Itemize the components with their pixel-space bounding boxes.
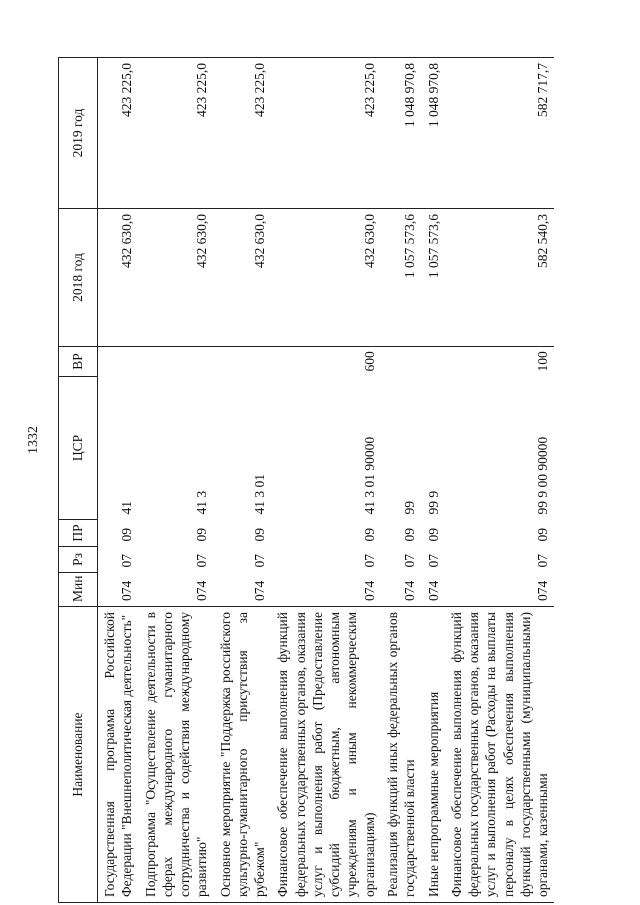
cell-pr: 09 <box>402 528 418 542</box>
cell-csr: 41 3 <box>194 490 210 515</box>
cell-vr <box>381 347 422 377</box>
cell-vr: 600 <box>361 351 377 372</box>
cell-vr <box>98 347 139 377</box>
cell-pr: 09 <box>194 528 210 542</box>
cell-y2019: 1 048 970,8 <box>381 58 422 209</box>
cell-csr: 41 3 01 90000 <box>361 436 377 515</box>
cell-csr: 99 9 00 90000 <box>535 436 551 515</box>
cell-pr: 09 <box>119 528 135 542</box>
cell-name: Реализация функций иных федеральных органов государственной власти <box>381 607 422 903</box>
cell-y2018: 432 630,0 <box>139 209 214 347</box>
header-min: Мин <box>59 573 98 607</box>
cell-y2018: 582 540,3 <box>445 209 555 347</box>
table-row <box>139 58 214 903</box>
cell-y2019: 423 225,0 <box>271 58 381 209</box>
header-name: Наименование <box>59 607 98 903</box>
cell-csr: 99 9 <box>425 490 441 515</box>
cell-name: Иные непрограммные мероприятия <box>422 607 445 903</box>
table-row <box>214 58 272 903</box>
cell-y2019: 423 225,0 <box>139 58 214 209</box>
cell-y2018: 432 630,0 <box>271 209 381 347</box>
cell-min: 074 <box>425 580 441 601</box>
cell-y2019: 423 225,0 <box>98 58 139 209</box>
header-rz: Рз <box>59 547 98 573</box>
cell-csr: 41 <box>119 501 135 515</box>
table-row <box>98 58 139 903</box>
cell-min: 074 <box>252 580 268 601</box>
cell-min: 074 <box>402 580 418 601</box>
cell-name: Основное мероприятие "Поддержка российского культурно-гуманитарного присутствия за рубежом" <box>214 607 272 903</box>
cell-rz: 07 <box>535 554 551 568</box>
cell-rz: 07 <box>425 554 441 568</box>
header-2019: 2019 год <box>59 58 98 209</box>
table-row <box>271 58 381 903</box>
cell-y2018: 1 057 573,6 <box>381 209 422 347</box>
cell-name: Финансовое обеспечение выполнения функций федеральных государственных органов, оказания услуг и выполнения работ (Предоставление субсидий бюджетным, автономным учреждениям и иным некоммерческим организациям) <box>271 607 381 903</box>
budget-table-sheet <box>58 58 598 903</box>
cell-y2018: 432 630,0 <box>98 209 139 347</box>
cell-pr: 09 <box>535 528 551 542</box>
cell-min: 074 <box>535 580 551 601</box>
cell-rz: 07 <box>402 554 418 568</box>
header-pr: ПР <box>59 520 98 547</box>
table-row <box>422 58 445 903</box>
cell-min: 074 <box>361 580 377 601</box>
cell-pr: 09 <box>361 528 377 542</box>
cell-y2018: 432 630,0 <box>214 209 272 347</box>
cell-vr <box>422 347 445 377</box>
cell-y2018: 1 057 573,6 <box>422 209 445 347</box>
cell-name: Финансовое обеспечение выполнения функций федеральных государственных органов, оказания услуг и выполнения работ (Расходы на выплаты персоналу в целях обеспечения выполнения функций государственными (муниципальными) органами, казенными <box>445 607 555 903</box>
header-csr: ЦСР <box>59 377 98 520</box>
cell-min: 074 <box>119 580 135 601</box>
cell-y2019: 1 048 970,8 <box>422 58 445 209</box>
budget-table <box>58 57 554 903</box>
cell-vr: 100 <box>535 351 551 372</box>
cell-vr <box>139 347 214 377</box>
cell-y2019: 582 717,7 <box>445 58 555 209</box>
cell-rz: 07 <box>361 554 377 568</box>
page-number: 1332 <box>26 426 41 454</box>
cell-y2019: 423 225,0 <box>214 58 272 209</box>
cell-min: 074 <box>194 580 210 601</box>
cell-csr: 99 <box>402 501 418 515</box>
table-row <box>445 58 555 903</box>
cell-vr <box>214 347 272 377</box>
cell-name: Государственная программа Российской Федерации "Внешнеполитическая деятельность" <box>98 607 139 903</box>
cell-name: Подпрограмма "Осуществление деятельности в сферах международного гуманитарного сотрудничества и содействия международному развитию" <box>139 607 214 903</box>
cell-csr: 41 3 01 <box>252 474 268 515</box>
cell-pr: 09 <box>425 528 441 542</box>
cell-pr: 09 <box>252 528 268 542</box>
table-body <box>98 58 555 903</box>
cell-rz: 07 <box>194 554 210 568</box>
cell-rz: 07 <box>119 554 135 568</box>
table-row <box>381 58 422 903</box>
header-vr: ВР <box>59 347 98 377</box>
cell-rz: 07 <box>252 554 268 568</box>
table-header-row <box>59 58 98 903</box>
header-2018: 2018 год <box>59 209 98 347</box>
